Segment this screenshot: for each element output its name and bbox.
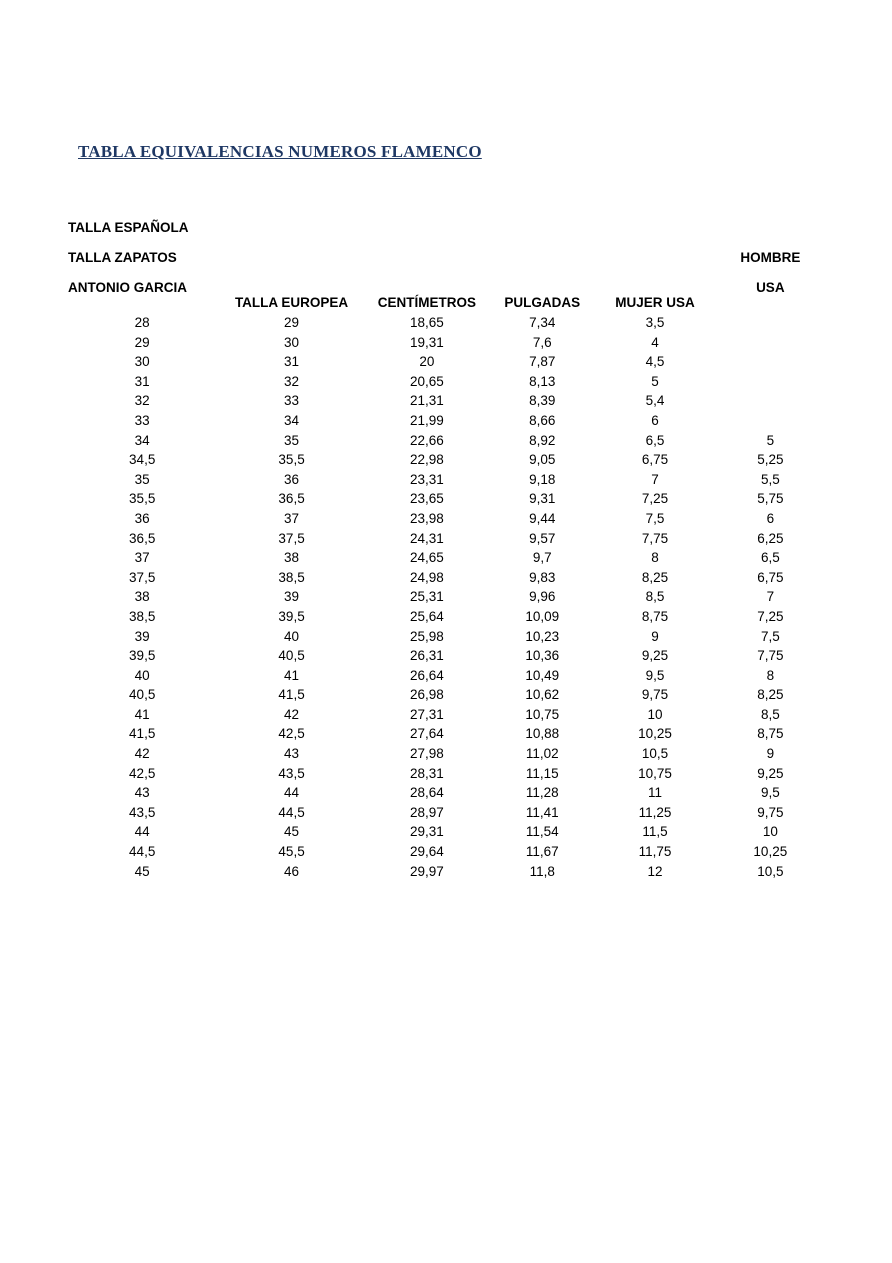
table-row <box>68 352 828 372</box>
table-cell: 5,25 <box>757 452 784 468</box>
table-cell <box>713 352 828 372</box>
table-cell: 10,88 <box>525 726 560 742</box>
table-cell: 31 <box>284 354 300 370</box>
table-row <box>68 724 828 744</box>
table-header <box>68 205 828 313</box>
table-cell: 30 <box>284 334 300 350</box>
table-cell: 5,75 <box>757 491 784 507</box>
table-cell: 22,98 <box>410 452 444 468</box>
table-cell: 11,41 <box>525 804 559 820</box>
table-cell: 39,5 <box>129 648 156 664</box>
table-cell: 39,5 <box>278 608 305 624</box>
table-cell: 29,31 <box>410 824 444 840</box>
table-cell: 8,75 <box>757 726 784 742</box>
table-cell: 24,65 <box>410 550 444 566</box>
table-cell: 26,98 <box>410 687 444 703</box>
column-header-men-usa-line1: HOMBRE <box>740 250 801 265</box>
table-cell: 36,5 <box>129 530 156 546</box>
table-cell: 42,5 <box>278 726 305 742</box>
table-cell: 38,5 <box>278 569 305 585</box>
table-cell: 6 <box>651 412 659 428</box>
table-cell: 24,98 <box>410 569 444 585</box>
table-cell: 6 <box>766 510 775 526</box>
page-title: TABLA EQUIVALENCIAS NUMEROS FLAMENCO <box>78 142 482 161</box>
table-cell: 10,25 <box>753 844 788 860</box>
column-header-women-usa: MUJER USA <box>615 295 695 310</box>
table-cell: 44 <box>134 824 150 840</box>
table-cell: 10,5 <box>641 746 669 762</box>
table-cell: 10,09 <box>525 608 560 624</box>
table-row <box>68 529 828 549</box>
table-cell: 44,5 <box>129 844 156 860</box>
table-cell: 41 <box>134 706 150 722</box>
table-cell: 42 <box>284 706 300 722</box>
table-cell: 9 <box>651 628 659 644</box>
table-cell: 37,5 <box>129 569 156 585</box>
table-cell: 11,25 <box>638 804 672 820</box>
table-row <box>68 783 828 803</box>
table-cell: 7,5 <box>760 628 780 644</box>
table-cell: 28,64 <box>410 785 444 801</box>
table-cell: 39 <box>284 589 300 605</box>
table-cell: 7 <box>766 589 775 605</box>
table-cell: 45 <box>134 863 150 879</box>
table-cell <box>713 372 828 392</box>
table-cell: 41,5 <box>278 687 305 703</box>
table-cell: 29,97 <box>410 863 444 879</box>
table-row <box>68 568 828 588</box>
table-cell: 29,64 <box>410 844 444 860</box>
table-cell: 43 <box>284 746 300 762</box>
table-cell: 9 <box>766 746 775 762</box>
table-cell: 36,5 <box>278 491 305 507</box>
table-cell: 8,13 <box>529 373 556 389</box>
table-cell: 25,31 <box>410 589 444 605</box>
table-cell: 28 <box>134 315 150 330</box>
table-cell: 24,31 <box>410 530 444 546</box>
table-cell: 9,5 <box>760 785 780 801</box>
table-cell: 34 <box>134 432 150 448</box>
column-header-spanish-line2: TALLA ZAPATOS <box>68 250 177 265</box>
table-cell: 8,25 <box>757 687 784 703</box>
table-cell: 25,64 <box>410 608 444 624</box>
table-cell: 10,23 <box>525 628 560 644</box>
table-cell: 5 <box>651 373 659 389</box>
table-cell: 42,5 <box>129 765 156 781</box>
table-cell: 9,75 <box>757 804 784 820</box>
table-cell: 10,49 <box>525 667 560 683</box>
table-row <box>68 587 828 607</box>
table-cell: 33 <box>134 412 150 428</box>
column-header-centimeters: CENTÍMETROS <box>377 295 477 310</box>
table-cell: 26,31 <box>410 648 444 664</box>
table-cell: 37 <box>134 550 150 566</box>
table-row <box>68 333 828 353</box>
table-cell <box>713 391 828 411</box>
table-cell: 11,75 <box>638 844 672 860</box>
table-row <box>68 450 828 470</box>
table-cell: 20 <box>419 354 435 370</box>
table-cell: 8,66 <box>529 412 556 428</box>
table-cell: 39 <box>134 628 150 644</box>
table-cell: 7,25 <box>757 608 784 624</box>
table-cell: 9,57 <box>529 530 556 546</box>
table-cell: 43,5 <box>129 804 156 820</box>
table-cell: 7,34 <box>529 315 556 330</box>
table-cell: 6,25 <box>757 530 784 546</box>
table-cell: 11,02 <box>525 746 559 762</box>
table-body <box>68 313 828 881</box>
table-cell: 10 <box>647 706 663 722</box>
table-cell: 27,31 <box>410 706 444 722</box>
table-cell: 10,75 <box>638 765 672 781</box>
table-cell: 4 <box>651 334 659 350</box>
table-row <box>68 627 828 647</box>
table-cell <box>713 313 828 333</box>
table-header-row <box>68 205 828 313</box>
column-header-men-usa <box>713 205 828 313</box>
table-cell: 25,98 <box>410 628 444 644</box>
table-cell: 23,98 <box>410 510 444 526</box>
table-cell: 9,18 <box>529 471 556 487</box>
table-cell: 10,5 <box>757 863 784 879</box>
table-row <box>68 764 828 784</box>
table-row <box>68 509 828 529</box>
table-cell: 28,31 <box>410 765 444 781</box>
table-cell: 6,5 <box>760 550 780 566</box>
table-cell: 38,5 <box>129 608 156 624</box>
table-cell: 19,31 <box>410 334 444 350</box>
table-cell: 42 <box>134 746 150 762</box>
table-cell: 35,5 <box>129 491 156 507</box>
table-cell: 12 <box>647 863 663 879</box>
table-row <box>68 411 828 431</box>
table-cell: 11,67 <box>525 844 559 860</box>
table-cell: 10,75 <box>525 706 560 722</box>
table-row <box>68 391 828 411</box>
table-cell: 7,75 <box>757 648 784 664</box>
table-cell: 9,7 <box>532 550 552 566</box>
table-cell: 3,5 <box>645 315 665 330</box>
table-cell: 40,5 <box>278 648 305 664</box>
column-header-european-size: TALLA EUROPEA <box>234 295 349 310</box>
table-cell: 9,44 <box>529 510 556 526</box>
table-cell: 40 <box>134 667 150 683</box>
table-cell: 32 <box>284 373 300 389</box>
table-cell: 45 <box>284 824 300 840</box>
table-cell: 45,5 <box>278 844 305 860</box>
table-cell: 7 <box>651 471 659 487</box>
table-cell: 21,99 <box>410 412 444 428</box>
table-cell: 20,65 <box>410 373 444 389</box>
table-cell: 31 <box>134 373 150 389</box>
table-cell: 37 <box>284 510 300 526</box>
table-row <box>68 431 828 451</box>
table-cell: 8,75 <box>641 608 669 624</box>
table-cell: 10,25 <box>638 726 672 742</box>
table-cell: 8,25 <box>641 569 669 585</box>
column-header-spanish-line3: ANTONIO GARCIA <box>68 280 188 295</box>
table-cell: 11,54 <box>525 824 559 840</box>
table-cell: 5,5 <box>760 471 780 487</box>
table-cell: 11,15 <box>525 765 559 781</box>
column-header-inches: PULGADAS <box>504 295 581 310</box>
table-cell: 6,75 <box>757 569 784 585</box>
table-cell: 8,92 <box>529 432 556 448</box>
table-cell: 9,5 <box>645 667 665 683</box>
table-cell: 9,75 <box>641 687 669 703</box>
table-cell: 8 <box>766 667 775 683</box>
table-row <box>68 470 828 490</box>
table-cell: 7,5 <box>645 510 665 526</box>
table-cell: 8,5 <box>760 706 780 722</box>
table-cell: 9,05 <box>529 452 556 468</box>
table-cell: 34 <box>284 412 300 428</box>
table-cell: 44 <box>284 785 300 801</box>
table-cell: 8,39 <box>529 393 556 409</box>
size-equivalence-table-container <box>68 205 828 881</box>
table-cell: 43 <box>134 785 150 801</box>
table-row <box>68 822 828 842</box>
size-equivalence-table <box>68 205 828 881</box>
table-row <box>68 803 828 823</box>
column-header-spanish-size <box>68 205 216 313</box>
table-cell: 7,87 <box>529 354 556 370</box>
table-cell: 7,25 <box>641 491 669 507</box>
table-cell: 35,5 <box>278 452 305 468</box>
column-header-spanish-line1: TALLA ESPAÑOLA <box>68 220 189 235</box>
table-cell: 9,31 <box>529 491 556 507</box>
table-cell: 5,4 <box>645 393 665 409</box>
table-cell: 4,5 <box>645 354 665 370</box>
table-cell: 26,64 <box>410 667 444 683</box>
table-cell: 46 <box>284 863 300 879</box>
table-cell: 43,5 <box>278 765 305 781</box>
table-cell: 6,5 <box>645 432 665 448</box>
table-row <box>68 862 828 882</box>
table-cell: 33 <box>284 393 300 409</box>
table-cell: 23,65 <box>410 491 444 507</box>
table-cell: 10 <box>762 824 778 840</box>
table-row <box>68 372 828 392</box>
table-cell: 10,36 <box>525 648 560 664</box>
table-cell: 18,65 <box>410 315 444 330</box>
table-cell: 38 <box>284 550 300 566</box>
table-row <box>68 489 828 509</box>
table-cell <box>713 333 828 353</box>
table-cell: 9,25 <box>641 648 669 664</box>
table-cell: 9,83 <box>529 569 556 585</box>
table-cell: 6,75 <box>641 452 669 468</box>
table-cell: 40 <box>284 628 300 644</box>
table-cell: 21,31 <box>410 393 444 409</box>
table-cell: 36 <box>284 471 300 487</box>
table-cell: 9,96 <box>529 589 556 605</box>
table-row <box>68 666 828 686</box>
table-cell: 41 <box>284 667 300 683</box>
table-cell: 5 <box>766 432 775 448</box>
table-row <box>68 842 828 862</box>
table-cell: 32 <box>134 393 150 409</box>
table-cell: 11,8 <box>529 863 555 879</box>
table-row <box>68 705 828 725</box>
table-cell: 29 <box>284 315 300 330</box>
table-cell <box>713 411 828 431</box>
table-cell: 35 <box>134 471 150 487</box>
table-cell: 9,25 <box>757 765 784 781</box>
table-cell: 7,6 <box>532 334 552 350</box>
table-row <box>68 685 828 705</box>
table-cell: 10,62 <box>525 687 560 703</box>
table-cell: 11,28 <box>525 785 559 801</box>
table-cell: 11 <box>648 785 663 801</box>
table-cell: 30 <box>134 354 150 370</box>
table-cell: 23,31 <box>410 471 444 487</box>
table-cell: 29 <box>134 334 150 350</box>
table-cell: 11,5 <box>642 824 668 840</box>
table-cell: 37,5 <box>278 530 305 546</box>
table-cell: 40,5 <box>129 687 156 703</box>
table-cell: 27,98 <box>410 746 444 762</box>
table-cell: 36 <box>134 510 150 526</box>
table-cell: 22,66 <box>410 432 444 448</box>
table-cell: 8 <box>651 550 659 566</box>
table-cell: 28,97 <box>410 804 444 820</box>
table-cell: 41,5 <box>129 726 156 742</box>
table-cell: 7,75 <box>641 530 669 546</box>
table-cell: 34,5 <box>129 452 156 468</box>
table-row <box>68 548 828 568</box>
table-cell: 38 <box>134 589 150 605</box>
table-row <box>68 646 828 666</box>
table-cell: 27,64 <box>410 726 444 742</box>
table-cell: 8,5 <box>645 589 665 605</box>
table-row <box>68 607 828 627</box>
table-row <box>68 744 828 764</box>
column-header-men-usa-line2: USA <box>756 280 785 295</box>
table-cell: 44,5 <box>278 804 305 820</box>
table-row <box>68 313 828 333</box>
table-cell: 35 <box>284 432 300 448</box>
